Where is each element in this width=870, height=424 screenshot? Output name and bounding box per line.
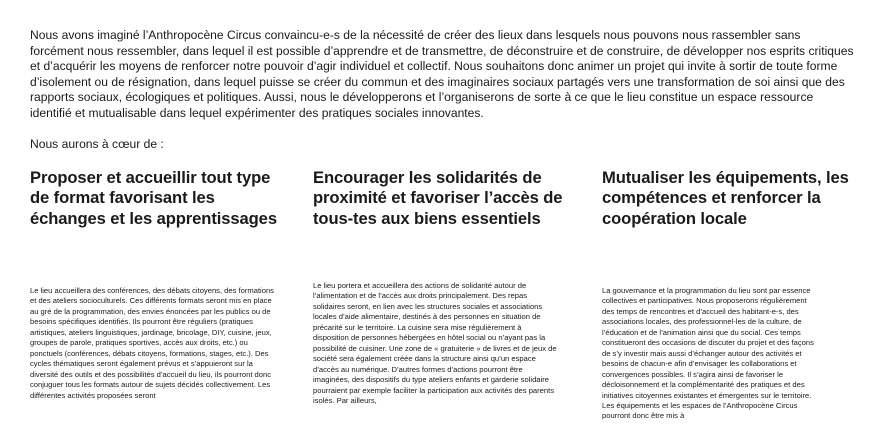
column-title: Encourager les solidarités de proximité et favoriser l’accès de tous-tes aux biens essentiels (313, 168, 563, 228)
column-body: Le lieu portera et accueillera des actions de solidarité autour de l’alimentation et de l’accès aux droits principalement. Des repas solidaires seront, en lien avec les structures sociales et associations locales d’aide alimentaire, destinés à des personnes en situation de précarité sur le territoire. La cuisine sera mise régulièrement à disposition de personnes hébergées en hôtel social ou n’ayant pas la possibilité de cuisiner. Une zone de « gratuiterie » de livres et de jeux de société sera également créée dans la structure ainsi qu’un espace d’accès au numérique. D’autres formes d’actions pourront être imaginées, des dispositifs du type ateliers enfants et garderie solidaire pourraient par exemple faciliter la participation aux activités des parents isolés. Par ailleurs, (313, 281, 557, 405)
column-body: Le lieu accueillera des conférences, des débats citoyens, des formations et des ateliers socioculturels. Ces différents formats seront mis en place au gré de la programmation, des envies énoncées par les publics ou de besoins spécifiques identifiés. Ils pourront être réguliers (pratiques artistiques, ateliers linguistiques, jardinage, bricolage, DIY, cuisine, jeux, groupes de parole, pratiques sportives, accès aux droits, etc.) ou ponctuels (conférences, débats citoyens, formations, stages, etc.). Des cycles thématiques seront également prévus et s’appuieront sur la diversité des outils et des possibilités d’accueil du lieu, ils pourront donc conjuguer tous les formats autour de sujets décidés collectivement. Les différentes activités proposées seront (30, 286, 274, 400)
column-body: La gouvernance et la programmation du lieu sont par essence collectives et participatives. Nous proposerons régulièrement des temps de rencontres et d’accueil des habitant-e-s, des associations locales, des professionnel-les de la culture, de l’éducation et de l’animation ainsi que du social. Ces temps constitueront des occasions de discuter du projet et des façons de s’y investir mais aussi d’échanger autour des activités et besoins de chacun-e afin d’envisager les collaborations et convergences possibles. Il s’agira ainsi de favoriser le décloisonnement et la complémentarité des pratiques et des initiatives citoyennes existantes et émergentes sur le territoire. Les équipements et les espaces de l’Anthropocène Circus pourront donc être mis à (602, 286, 814, 421)
column-encourager (313, 168, 563, 405)
intro-paragraph: Nous avons imaginé l’Anthropocène Circus convaincu-e-s de la nécessité de créer des lieux dans lesquels nous pouvons nous rassembler sans forcément nous ressembler, dans lequel il est possible d’apprendre et de transmettre, de déconstruire et de construire, de développer nos esprits critiques et d’acquérir les moyens de renforcer notre pouvoir d’agir individuel et collectif. Nous souhaitons donc animer un projet qui invite à sortir de toute forme d’isolement ou de résignation, dans lequel puisse se créer du commun et des imaginaires sociaux partagés vers une transformation de soi ainsi que des rapports sociaux, écologiques et politiques. Aussi, nous le développerons et l’organiserons de sorte à ce que le lieu constitue un espace ressource identifié et mutualisable dans lequel expérimenter des pratiques sociales innovantes. (30, 28, 854, 120)
column-mutualiser (602, 168, 858, 421)
column-title: Mutualiser les équipements, les compétences et renforcer la coopération locale (602, 168, 849, 228)
column-title: Proposer et accueillir tout type de format favorisant les échanges et les apprentissages (30, 168, 277, 228)
column-proposer (30, 168, 280, 400)
lead-sentence: Nous aurons à cœur de : (30, 137, 164, 151)
